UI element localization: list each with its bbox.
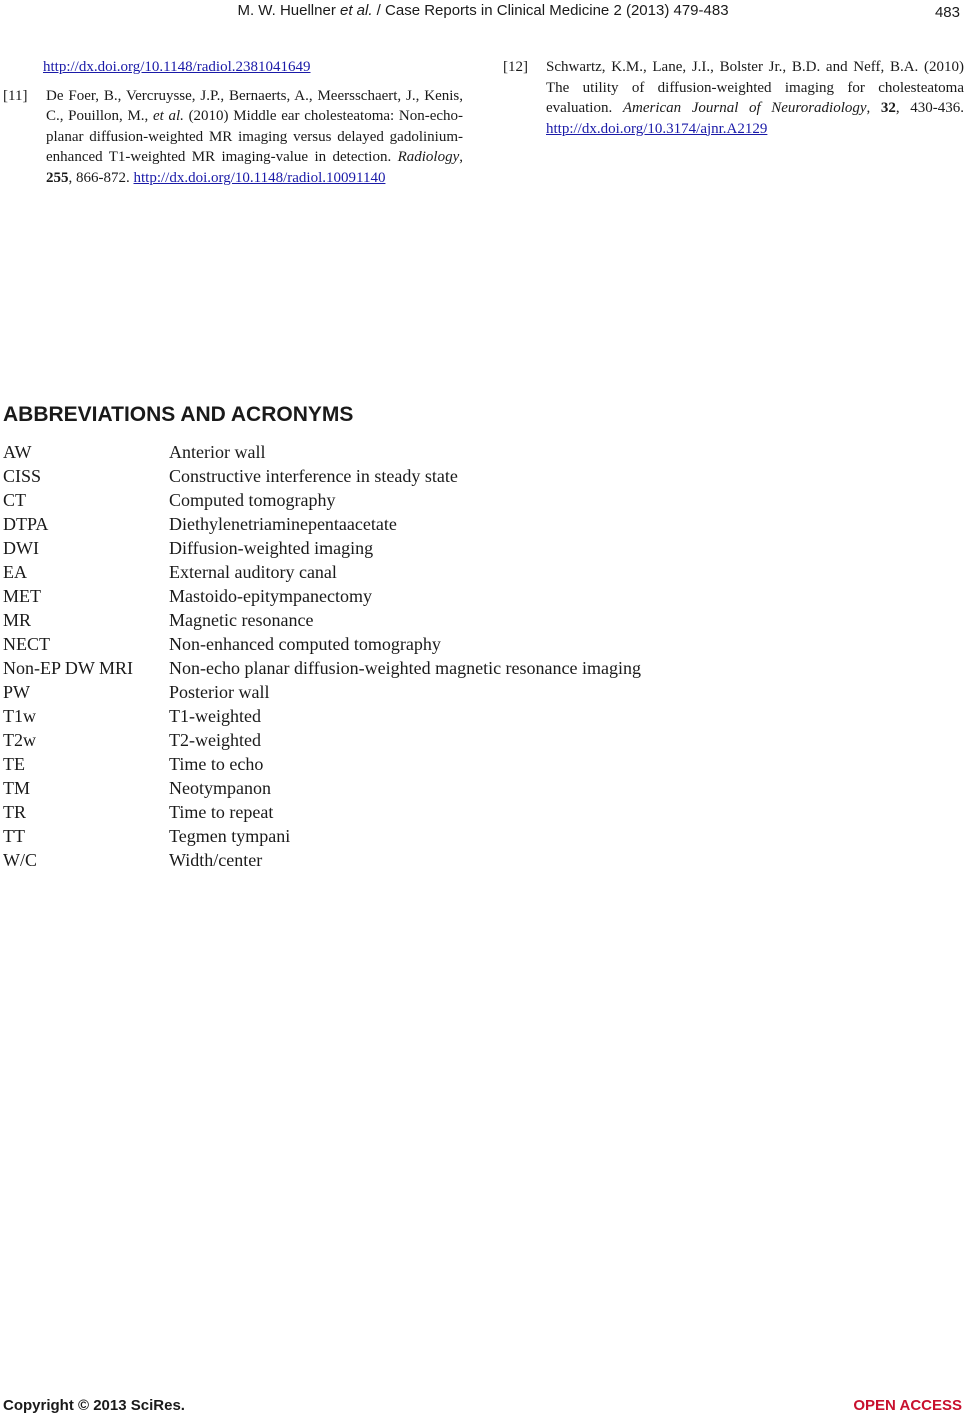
doi-link-ref11[interactable]: http://dx.doi.org/10.1148/radiol.10091140 xyxy=(133,169,386,186)
reference-pages: , 430-436. xyxy=(895,100,965,116)
abbreviation-definition: T2-weighted xyxy=(169,730,261,750)
abbreviation-row xyxy=(3,826,903,850)
abbreviation-definition: Neotympanon xyxy=(169,778,271,798)
abbreviation-term: TM xyxy=(3,778,30,798)
doi-link-ref12[interactable]: http://dx.doi.org/10.3174/ajnr.A2129 xyxy=(546,120,768,137)
abbreviation-term: T1w xyxy=(3,706,36,726)
abbreviation-term: PW xyxy=(3,682,30,702)
abbreviation-term: Non-EP DW MRI xyxy=(3,658,133,678)
abbreviation-term: MET xyxy=(3,586,41,606)
open-access-label: OPEN ACCESS xyxy=(853,1397,962,1414)
running-title xyxy=(0,2,966,19)
page-footer xyxy=(0,1397,966,1417)
reference-12 xyxy=(503,57,964,139)
abbreviation-definition: Mastoido-epitympanectomy xyxy=(169,586,372,606)
abbreviation-definition: Posterior wall xyxy=(169,682,270,702)
running-title-etal: et al. xyxy=(339,2,373,19)
abbreviation-definition: Anterior wall xyxy=(169,442,266,462)
abbreviation-definition: Time to repeat xyxy=(169,802,274,822)
abbreviation-definition: Diffusion-weighted imaging xyxy=(169,538,374,558)
abbreviation-definition: Non-echo planar diffusion-weighted magnetic resonance imaging xyxy=(169,658,642,678)
running-title-journal: / Case Reports in Clinical Medicine 2 (2013) 479-483 xyxy=(372,2,729,19)
abbreviation-definition: Time to echo xyxy=(169,754,264,774)
abbreviation-row xyxy=(3,466,903,490)
abbreviation-term: TT xyxy=(3,826,25,846)
abbreviation-term: MR xyxy=(3,610,32,630)
abbreviation-term: DWI xyxy=(3,538,39,558)
reference-number: [11] xyxy=(3,87,28,104)
abbreviation-definition: T1-weighted xyxy=(169,706,261,726)
abbreviation-row xyxy=(3,538,903,562)
references-right-column xyxy=(503,57,964,147)
reference-11 xyxy=(3,86,463,189)
abbreviation-row xyxy=(3,562,903,586)
abbreviation-row xyxy=(3,658,903,682)
abbreviation-row xyxy=(3,754,903,778)
abbreviation-term: TE xyxy=(3,754,25,774)
abbreviation-row xyxy=(3,442,903,466)
reference-text: Schwartz, K.M., Lane, J.I., Bolster Jr., B.D. and Neff, B.A. (2010) The utility of diffusion-weighted imaging for cholesteatoma evaluation. xyxy=(546,59,964,116)
abbreviation-term: AW xyxy=(3,442,32,462)
abbreviation-row xyxy=(3,802,903,826)
reference-etal: et al. xyxy=(152,108,184,124)
reference-separator: , xyxy=(866,100,881,116)
abbreviation-term: T2w xyxy=(3,730,36,750)
abbreviation-row xyxy=(3,634,903,658)
copyright-notice: Copyright © 2013 SciRes. xyxy=(3,1397,185,1414)
abbreviation-term: EA xyxy=(3,562,27,582)
reference-separator: , xyxy=(459,149,463,165)
abbreviation-row xyxy=(3,490,903,514)
abbreviation-row xyxy=(3,706,903,730)
doi-link-ref10[interactable]: http://dx.doi.org/10.1148/radiol.2381041649 xyxy=(43,59,311,75)
abbreviation-row xyxy=(3,514,903,538)
abbreviation-row xyxy=(3,610,903,634)
reference-number: [12] xyxy=(503,59,528,75)
running-header xyxy=(0,2,966,24)
abbreviation-term: CT xyxy=(3,490,27,510)
abbreviation-row xyxy=(3,778,903,802)
abbreviation-definition: Constructive interference in steady state xyxy=(169,466,458,486)
continued-reference xyxy=(3,57,463,78)
abbreviation-definition: Diethylenetriaminepentaacetate xyxy=(169,514,397,534)
abbreviations-list xyxy=(3,442,903,874)
abbreviation-row xyxy=(3,586,903,610)
abbreviation-definition: Non-enhanced computed tomography xyxy=(169,634,441,654)
abbreviation-row xyxy=(3,682,903,706)
reference-pages: , 866-872. xyxy=(68,169,130,186)
reference-journal: American Journal of Neuroradiology xyxy=(622,100,867,116)
running-title-authors: M. W. Huellner xyxy=(237,2,340,19)
abbreviation-term: NECT xyxy=(3,634,50,654)
references-left-column xyxy=(3,57,463,196)
reference-journal: Radiology xyxy=(397,149,460,165)
abbreviation-term: CISS xyxy=(3,466,42,486)
abbreviation-definition: Width/center xyxy=(169,850,263,870)
abbreviation-definition: External auditory canal xyxy=(169,562,337,582)
reference-authors: De Foer, B., Vercruysse, J.P., Bernaerts, A., Meersschaert, J., Kenis, C., Pouillon, M., xyxy=(46,87,463,124)
abbreviation-row xyxy=(3,850,903,874)
reference-volume: 255 xyxy=(46,169,69,186)
abbreviation-definition: Tegmen tympani xyxy=(169,826,291,846)
abbreviation-term: TR xyxy=(3,802,27,822)
abbreviations-heading: ABBREVIATIONS AND ACRONYMS xyxy=(3,403,354,426)
page-number: 483 xyxy=(934,4,960,21)
abbreviation-definition: Computed tomography xyxy=(169,490,336,510)
abbreviation-term: W/C xyxy=(3,850,37,870)
abbreviation-definition: Magnetic resonance xyxy=(169,610,314,630)
reference-title: (2010) Middle ear cholesteatoma: Non-echo-planar diffusion-weighted MR imaging versus delayed gadolinium-enhanced T1-weighted MR imaging-value in detection. xyxy=(46,108,463,165)
reference-volume: 32 xyxy=(880,100,896,116)
abbreviation-row xyxy=(3,730,903,754)
abbreviation-term: DTPA xyxy=(3,514,49,534)
abbreviations-table xyxy=(3,442,903,874)
